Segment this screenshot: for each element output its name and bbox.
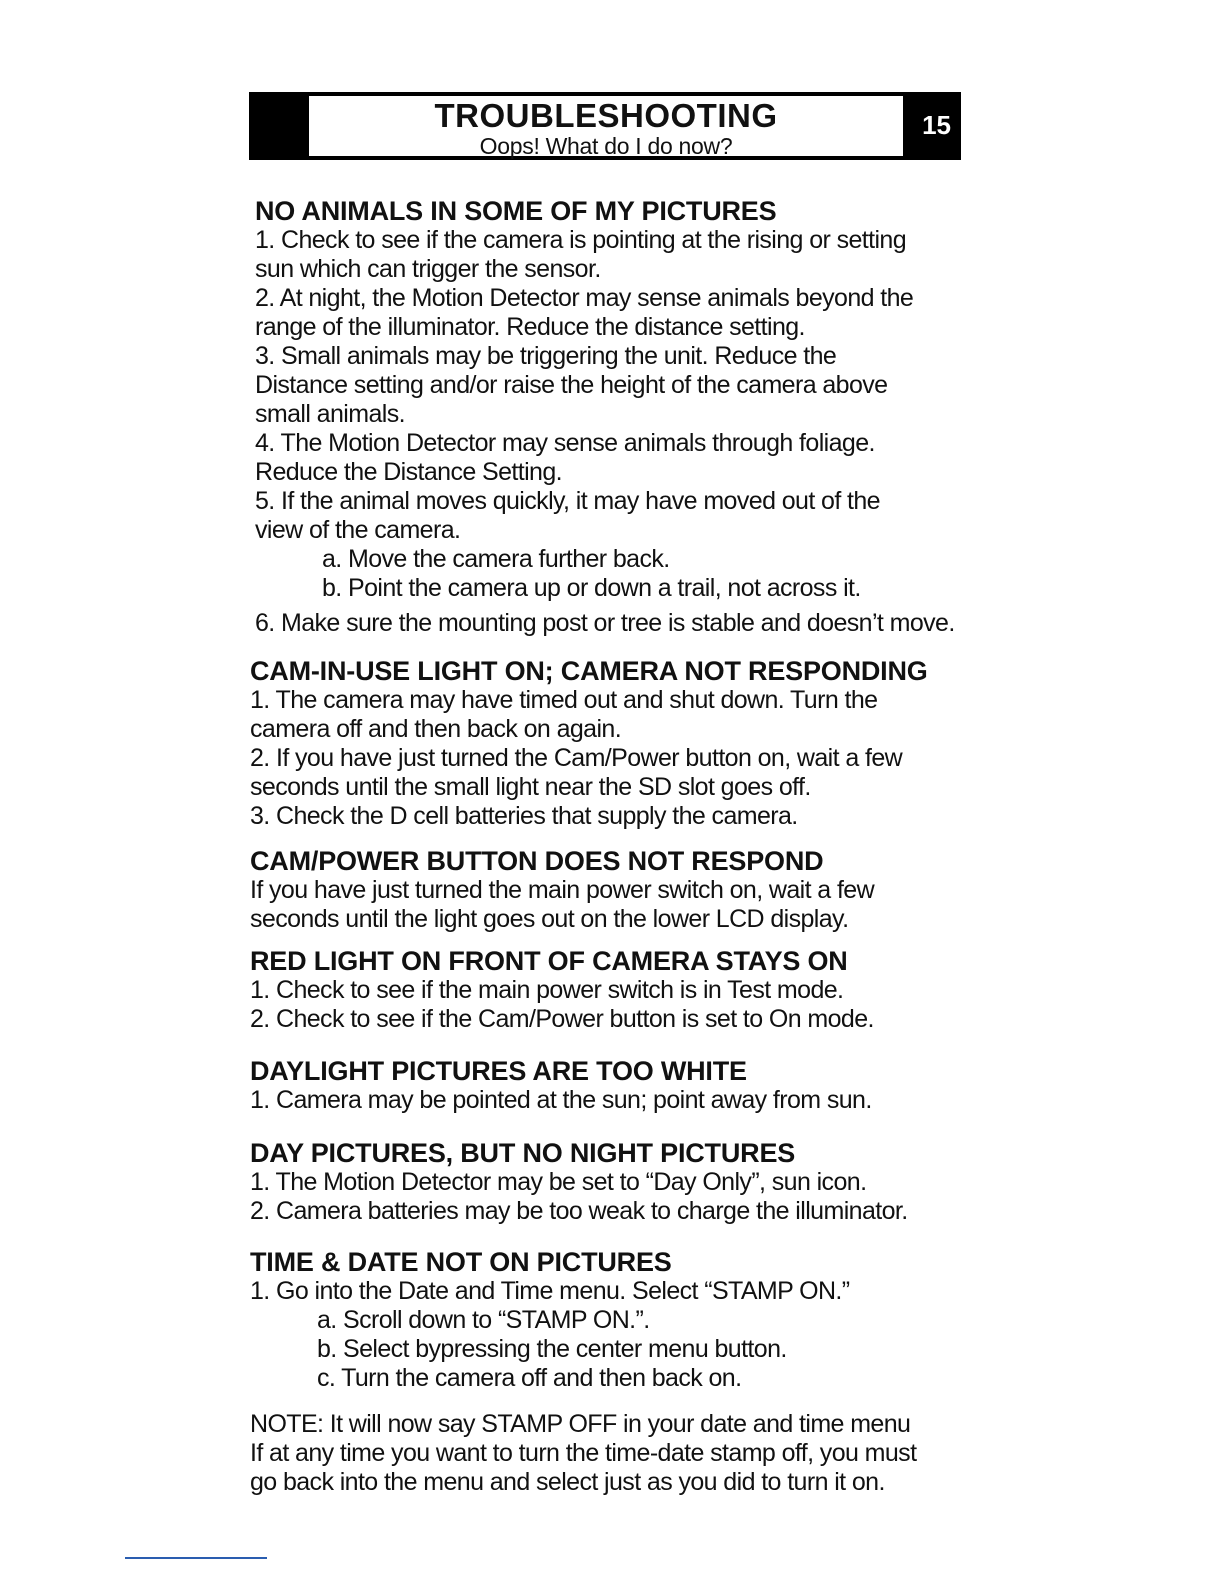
text-line: 1. Camera may be pointed at the sun; point away from sun. (250, 1086, 872, 1114)
text-line: camera off and then back on again. (250, 715, 622, 743)
section-no-night-pictures (250, 1138, 1030, 1226)
text-line: 1. Check to see if the camera is pointing at the rising or setting (255, 226, 907, 254)
section-heading: TIME & DATE NOT ON PICTURES (250, 1247, 672, 1277)
text-line: 3. Small animals may be triggering the unit. Reduce the (255, 342, 837, 370)
text-line: seconds until the small light near the SD slot goes off. (250, 773, 811, 801)
sub-item: b. Select bypressing the center menu button. (317, 1335, 787, 1363)
header-title-box (309, 96, 903, 159)
section-heading: DAYLIGHT PICTURES ARE TOO WHITE (250, 1056, 747, 1086)
text-line: 1. The camera may have timed out and shut down. Turn the (250, 686, 878, 714)
section-heading: RED LIGHT ON FRONT OF CAMERA STAYS ON (250, 946, 848, 976)
page-subtitle: Oops! What do I do now? (479, 133, 733, 159)
text-line: view of the camera. (255, 516, 461, 544)
section-heading: DAY PICTURES, BUT NO NIGHT PICTURES (250, 1138, 796, 1168)
text-line: 5. If the animal moves quickly, it may have moved out of the (255, 487, 880, 515)
text-line: 1. Check to see if the main power switch is in Test mode. (250, 976, 844, 1004)
section-heading: CAM-IN-USE LIGHT ON; CAMERA NOT RESPONDING (250, 656, 928, 686)
sub-item: a. Move the camera further back. (322, 545, 670, 573)
text-line: small animals. (255, 400, 405, 428)
text-line: If you have just turned the main power switch on, wait a few (250, 876, 875, 904)
sub-item: c. Turn the camera off and then back on. (317, 1364, 742, 1392)
section-cam-power-button (250, 846, 1030, 934)
text-line: range of the illuminator. Reduce the distance setting. (255, 313, 805, 341)
section-no-animals (255, 196, 1035, 638)
section-heading: NO ANIMALS IN SOME OF MY PICTURES (255, 196, 777, 226)
text-line: 6. Make sure the mounting post or tree is stable and doesn’t move. (255, 609, 955, 637)
section-red-light (250, 946, 1030, 1034)
text-line: 1. Go into the Date and Time menu. Select “STAMP ON.” (250, 1277, 850, 1305)
text-line: 2. If you have just turned the Cam/Power button on, wait a few (250, 744, 903, 772)
text-line: seconds until the light goes out on the lower LCD display. (250, 905, 849, 933)
text-line: Reduce the Distance Setting. (255, 458, 563, 486)
note-line: NOTE: It will now say STAMP OFF in your date and time menu (250, 1410, 911, 1438)
text-line: sun which can trigger the sensor. (255, 255, 601, 283)
sub-item: a. Scroll down to “STAMP ON.”. (317, 1306, 650, 1334)
text-line: 4. The Motion Detector may sense animals through foliage. (255, 429, 875, 457)
text-line: Distance setting and/or raise the height of the camera above (255, 371, 888, 399)
note-block (250, 1410, 1030, 1497)
text-line: 2. Check to see if the Cam/Power button is set to On mode. (250, 1005, 874, 1033)
text-line: 2. Camera batteries may be too weak to charge the illuminator. (250, 1197, 908, 1225)
footer-rule (125, 1557, 267, 1559)
section-heading: CAM/POWER BUTTON DOES NOT RESPOND (250, 846, 824, 876)
note-line: go back into the menu and select just as you did to turn it on. (250, 1468, 885, 1496)
section-daylight-too-white (250, 1056, 1030, 1115)
sub-item: b. Point the camera up or down a trail, not across it. (322, 574, 861, 602)
page-number: 15 (922, 110, 951, 140)
text-line: 3. Check the D cell batteries that supply the camera. (250, 802, 798, 830)
text-line: 2. At night, the Motion Detector may sense animals beyond the (255, 284, 914, 312)
page-header (249, 92, 961, 160)
page-title: TROUBLESHOOTING (434, 97, 778, 134)
note-line: If at any time you want to turn the time-date stamp off, you must (250, 1439, 917, 1467)
section-cam-in-use (250, 656, 1030, 831)
section-time-date (250, 1247, 1030, 1393)
text-line: 1. The Motion Detector may be set to “Day Only”, sun icon. (250, 1168, 867, 1196)
